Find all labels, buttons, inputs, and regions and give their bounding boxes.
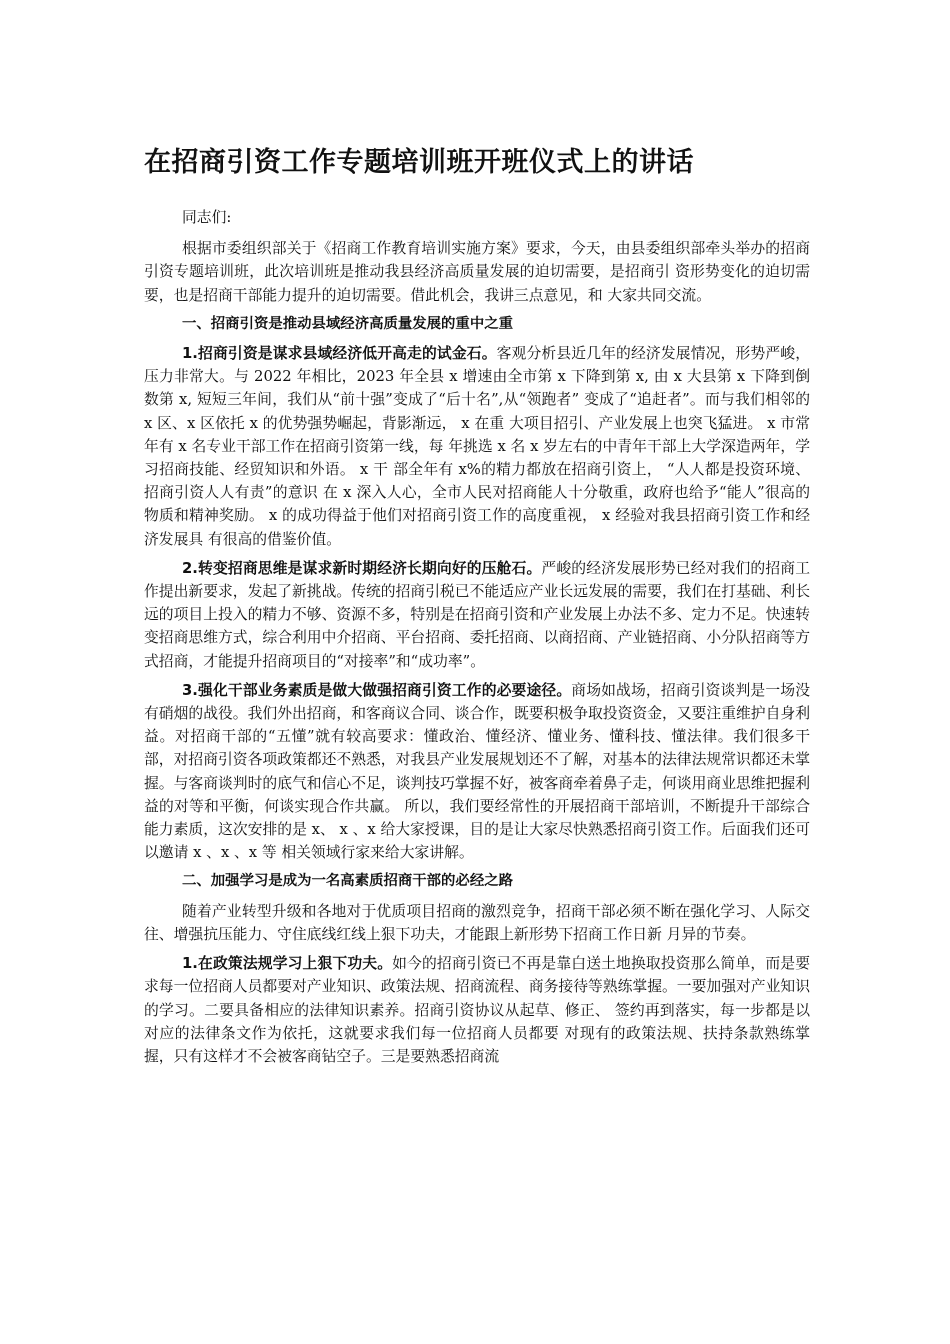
section-2-intro: 随着产业转型升级和各地对于优质项目招商的激烈竞争，招商干部必须不断在强化学习、人际交往、增强抗压能力、守住底线红线上狠下功夫，才能跟上新形势下招商工作日新 月异的节奏。 (144, 902, 810, 943)
salutation: 同志们: (182, 209, 232, 226)
section-1-paragraph-3 (144, 679, 810, 865)
section-2-heading: 二、加强学习是成为一名高素质招商干部的必经之路 (182, 873, 513, 890)
section-1-paragraph-2-lead: 2.转变招商思维是谋求新时期经济长期向好的压舱石。 (182, 559, 542, 577)
section-2-paragraph-1-lead: 1.在政策法规学习上狠下功夫。 (182, 955, 393, 973)
intro-paragraph: 根据市委组织部关于《招商工作教育培训实施方案》要求，今天，由县委组织部牵头举办的招商引资专题培训班，此次培训班是推动我县经济高质量发展的迫切需要，是招商引 资形势变化的迫切需要，也是招商干部能力提升的迫切需要。借此机会，我讲三点意见，和 大家共同交流。 (144, 240, 810, 304)
document-title: 在招商引资工作专题培训班开班仪式上的讲话 (144, 147, 694, 178)
section-1-paragraph-2-body: 严峻的经济发展形势已经对我们的招商工作提出新要求，发起了新挑战。传统的招商引税已不能适应产业长远发展的需要，我们在打基础、利长远的项目上投入的精力不够、资源不多，特别是在招商引资和产业发展上办法不多、定力不足。快速转变招商思维方式，综合利用中介招商、平台招商、委托招商、以商招商、产业链招商、小分队招商等方式招商，才能提升招商项目的“对接率”和“成功率”。 (144, 559, 810, 670)
section-2-paragraph-1-body: 如今的招商引资已不再是靠白送土地换取投资那么简单，而是要求每一位招商人员都要对产业知识、政策法规、招商流程、商务接待等熟练掌握。一要加强对产业知识的学习。二要具备相应的法律知识素养。招商引资协议从起草、修正、 签约再到落实，每一步都是以对应的法律条文作为依托，这就要求我们每一位招商人员都要 对现有的政策法规、扶持条款熟练掌握，只有这样才不会被客商钻空子。三是要熟悉招商流 (144, 955, 810, 1065)
section-1-paragraph-1 (144, 342, 810, 551)
section-1-paragraph-1-body: 客观分析县近几年的经济发展情况，形势严峻，压力非常大。与 2022 年相比，2023 年全县 x 增速由全市第 x 下降到第 x, 由 x 大县第 x 下降到倒数第 x, 短短三年间，我们从“前十强”变成了“后十名”,从“领跑者” 变成了“追赶者”。而与我们相邻的 x 区、x 区依托 x 的优势强势崛起，背影渐远， x 在重 大项目招引、产业发展上也突飞猛进。 x 市常年有 x 名专业干部工作在招商引资第一线，每 年挑选 x 名 x 岁左右的中青年干部上大学深造两年，学习招商技能、经贸知识和外语。 x 干 部全年有 x%的精力都放在招商引资上， “人人都是投资环境、招商引资人人有责”的意识 在 x 深入人心，全市人民对招商能人十分敬重，政府也给予“能人”很高的物质和精神奖励。 x 的成功得益于他们对招商引资工作的高度重视， x 经验对我县招商引资工作和经济发展具 有很高的借鉴价值。 (144, 345, 810, 548)
section-1-paragraph-3-body: 商场如战场，招商引资谈判是一场没有硝烟的战役。我们外出招商，和客商议合同、谈合作，既要积极争取投资资金，又要注重维护自身利益。对招商干部的“五懂”就有较高要求：懂政治、懂经济、懂业务、懂科技、懂法律。我们很多干部，对招商引资各项政策都还不熟悉，对我县产业发展规划还不了解，对基本的法律法规常识都还未掌握。与客商谈判时的底气和信心不足，谈判技巧掌握不好，被客商牵着鼻子走，何谈用商业思维把握利益的对等和平衡，何谈实现合作共赢。 所以，我们要经常性的开展招商干部培训，不断提升干部综合能力素质，这次安排的是 x、 x 、x 给大家授课，目的是让大家尽快熟悉招商引资工作。后面我们还可以邀请 x 、x 、x 等 相关领域行家来给大家讲解。 (144, 681, 810, 862)
section-1-paragraph-3-lead: 3.强化干部业务素质是做大做强招商引资工作的必要途径。 (182, 681, 572, 699)
section-2-paragraph-1 (144, 952, 810, 1068)
section-1-paragraph-1-lead: 1.招商引资是谋求县域经济低开高走的试金石。 (182, 345, 497, 363)
section-1-heading: 一、招商引资是推动县域经济高质量发展的重中之重 (182, 315, 513, 332)
section-1-paragraph-2 (144, 557, 810, 673)
